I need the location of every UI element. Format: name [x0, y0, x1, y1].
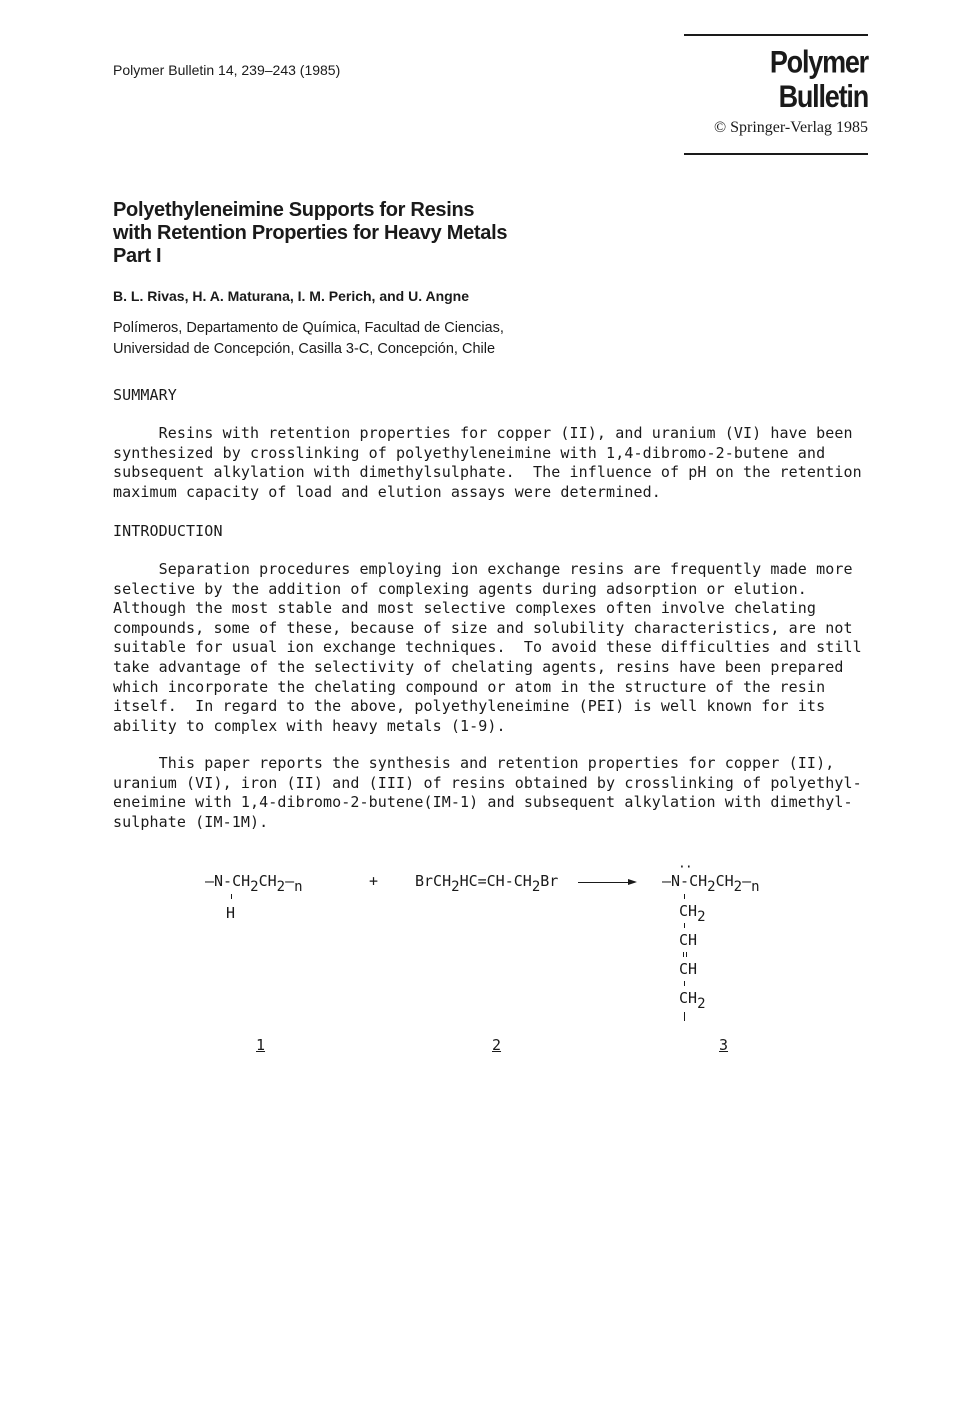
summary-text: Resins with retention properties for copper (II), and uranium (VI) have been synthesized by crosslinking of polyethyleneimine with 1,4-dibromo-2-butene and subsequent alkylation with dimethylsulphate. The influence of pH on the retention maximum capacity of load and elution assays were determined. — [113, 424, 862, 501]
compound-3-bond-3 — [684, 981, 685, 986]
compound-label-3: 3 — [719, 1036, 729, 1054]
compound-2-formula: $BrCH_2HC=CH-CH_2Br$ — [415, 872, 559, 895]
compound-3-ch-2: CH — [679, 960, 698, 978]
title-line-2: with Retention Properties for Heavy Metals — [113, 222, 508, 244]
compound-3-double-bond-b — [686, 952, 687, 957]
journal-citation: Polymer Bulletin 14, 239–243 (1985) — [113, 62, 341, 78]
journal-name: Polymer Bulletin — [769, 45, 868, 114]
title-line-1: Polyethyleneimine Supports for Resins — [113, 199, 475, 221]
introduction-paragraph-2: This paper reports the synthesis and retention properties for copper (II), uranium (VI), iron (II) and (III) of resins obtained by crosslinking of polyethyl- eneimine with 1,4-dibromo-2-butene(IM-1) and subsequent alkylation with dimethyl- sulphate (IM-1M). — [113, 754, 862, 831]
masthead-bottom-rule — [684, 153, 868, 155]
reaction-arrow-line — [578, 882, 630, 883]
summary-heading: SUMMARY — [113, 386, 177, 404]
compound-3-ch2-bottom: $CH_2$ — [679, 989, 706, 1012]
introduction-paragraph-1: Separation procedures employing ion exchange resins are frequently made more selective by the addition of complexing agents during adsorption or elution. Although the most stable and most selective complexes often involve chelating compounds, some of these, because of size and solubility characteristics, are not suitable for usual ion exchange techniques. To avoid these difficulties and still take advantage of the selectivity of chelating agents, resins have been prepared which incorporate the chelating compound or atom in the structure of the resin itself. In regard to the above, polyethyleneimine (PEI) is well known for its ability to complex with heavy metals (1-9). — [113, 560, 862, 735]
masthead-top-rule — [684, 34, 868, 36]
compound-3-ch2-top: $CH_2$ — [679, 902, 706, 925]
copyright-line: © Springer-Verlag 1985 — [713, 119, 868, 136]
compound-1-formula: $—N-CH_2CH_2—_n$ — [205, 872, 303, 895]
close-bond-mark: — — [742, 872, 752, 890]
affiliation-line-2: Universidad de Concepción, Casilla 3-C, Concepción, Chile — [113, 341, 496, 357]
journal-masthead — [684, 34, 868, 155]
article-title — [113, 199, 507, 268]
compound-3-bond-4 — [684, 1012, 685, 1021]
lone-pair-dots: ·· — [678, 860, 692, 875]
compound-3-formula: $—N-CH_2CH_2—_n$ — [662, 872, 760, 895]
affiliation — [113, 318, 504, 360]
compound-1-hydrogen: H — [226, 904, 236, 922]
compound-3-ch-1: CH — [679, 931, 698, 949]
compound-3-bond-1 — [684, 894, 685, 899]
introduction-heading: INTRODUCTION — [113, 522, 223, 540]
compound-1-bond — [231, 894, 232, 899]
compound-3-bond-2 — [684, 923, 685, 928]
affiliation-line-1: Polímeros, Departamento de Química, Facultad de Ciencias, — [113, 320, 504, 336]
compound-label-1: 1 — [256, 1036, 266, 1054]
close-bond-mark: — — [285, 872, 295, 890]
compound-3-double-bond-a — [683, 952, 684, 957]
compound-label-2: 2 — [492, 1036, 502, 1054]
title-line-3: Part I — [113, 245, 162, 267]
plus-sign: + — [369, 872, 379, 890]
reaction-arrow-head — [628, 879, 637, 885]
open-bond-mark: — — [662, 872, 672, 890]
author-list: B. L. Rivas, H. A. Maturana, I. M. Perich, and U. Angne — [113, 288, 470, 304]
open-bond-mark: — — [205, 872, 215, 890]
reaction-scheme — [0, 860, 976, 1060]
